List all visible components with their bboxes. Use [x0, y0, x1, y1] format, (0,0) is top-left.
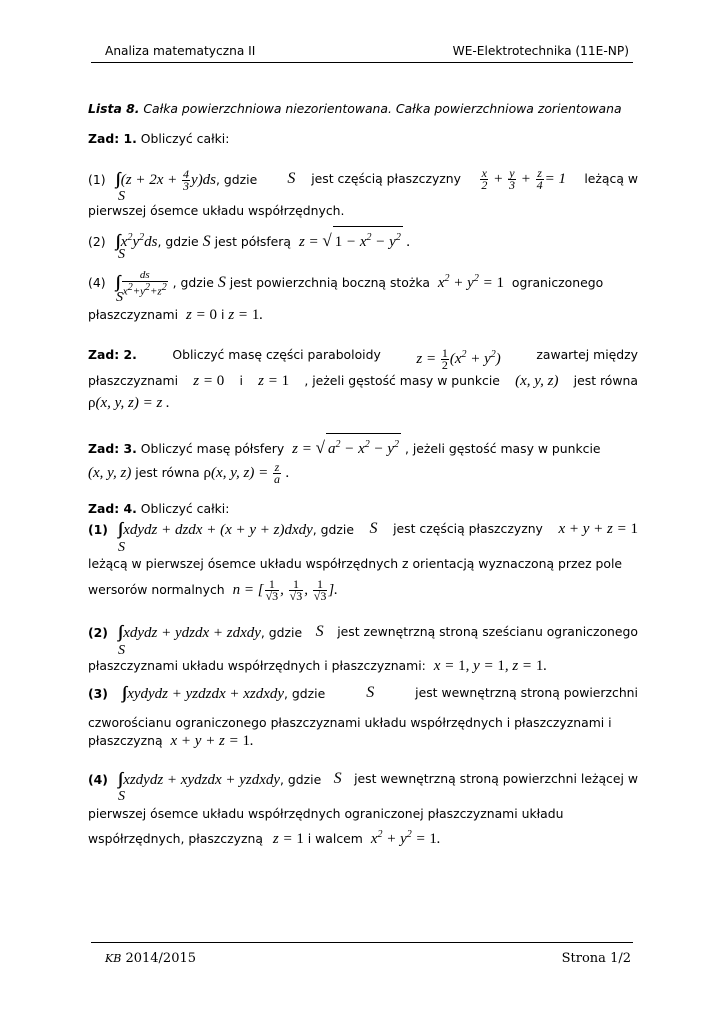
- zad1-heading: [88, 131, 638, 147]
- zad4-item4: (4) ∫∫ xzdydz + xydzdx + yzdxdy, gdzie S jest wewnętrzną stroną powierzchni leżącej w: [88, 769, 638, 788]
- zad4-item4-line2: pierwszej ósemce układu współrzędnych ograniczonej płaszczyznami układu: [88, 806, 564, 821]
- zad4-item1-integrand: xdydz + dzdx + (x + y + z)dxdy: [123, 522, 313, 538]
- zad1-item1-number: (1): [88, 172, 106, 187]
- zad3-density: ρ(x, y, z) = $\frac{z}{a}$ .: [203, 460, 290, 487]
- zad2-paraboloid-eq: z = $\frac{1}{2}$ $(x^2 + y^2)$: [416, 346, 501, 373]
- zad4-label: Zad: 4.: [88, 501, 137, 516]
- double-integral-symbol: ∫∫: [115, 231, 117, 250]
- zad4-item3: (3) ∫∫ xydydz + yzdzdx + xzdxdy, gdzie S jest wewnętrzną stroną powierzchni: [88, 683, 638, 702]
- double-integral-symbol: ∫∫: [115, 272, 117, 291]
- header-course-title: Analiza matematyczna II: [105, 44, 256, 58]
- zad1-item2-number: (2): [88, 234, 106, 249]
- zad1-item1-text-b: S jest częścią płaszczyzny: [287, 170, 461, 187]
- var-S: S: [202, 233, 211, 250]
- zad3-line1: Zad: 3. Obliczyć masę półsfery z = √ $a^2 - x^2 - y^2$ , jeżeli gęstość masy w punkcie: [88, 433, 638, 455]
- integral-domain-S: S: [118, 247, 125, 262]
- zad4-item3-line2: czworościanu ograniczonego płaszczyznami układu współrzędnych i płaszczyznami i: [88, 715, 612, 730]
- zad1-item1-text-a: , gdzie: [216, 172, 258, 187]
- zad4-item1-line3: wersorów normalnych n = [ $\frac{1}{√3}$ , $\frac{1}{√3}$ , $\frac{1}{√3}$ ].: [88, 577, 338, 604]
- double-integral-symbol: ∫∫: [121, 683, 124, 702]
- integral-domain-S: S: [118, 789, 125, 804]
- double-integral-symbol: ∫∫: [117, 622, 120, 641]
- zad3-line2: (x, y, z) jest równa ρ(x, y, z) = $\frac{z}{a}$ .: [88, 460, 290, 487]
- zad4-item4-line3: współrzędnych, płaszczyzną z = 1 i walcem $x^2 + y^2 = 1$.: [88, 829, 441, 847]
- zad4-item2-line2: płaszczyznami układu współrzędnych i płaszczyznami: x = 1, y = 1, z = 1.: [88, 658, 548, 674]
- list-topic: Całka powierzchniowa niezorientowana. Całka powierzchniowa zorientowana: [143, 101, 622, 116]
- zad1-item1-text-c: leżącą w: [584, 171, 638, 186]
- integral-domain-S: S: [118, 540, 125, 555]
- integral-domain-S: S: [118, 643, 125, 658]
- header-program: WE-Elektrotechnika (11E-NP): [452, 44, 629, 58]
- zad4-item1-line2: leżącą w pierwszej ósemce układu współrzędnych z orientacją wyznaczoną przez pole: [88, 556, 623, 571]
- zad1-item2: (2) ∫∫ $x^2y^2ds$, gdzie S jest półsferą z = √ $1 - x^2 - y^2$ .: [88, 226, 638, 248]
- zad4-normal-vector: n = [ $\frac{1}{√3}$ , $\frac{1}{√3}$ , $\frac{1}{√3}$ ].: [232, 577, 338, 604]
- zad2-line1: Zad: 2. Obliczyć masę części paraboloidy z = $\frac{1}{2}$ $(x^2 + y^2)$ zawartej między: [88, 344, 638, 366]
- zad1-item1-line2: pierwszej ósemce układu współrzędnych.: [88, 203, 345, 218]
- zad1-item2-integrand: $x^2y^2ds$: [120, 232, 158, 250]
- zad2-density: ρ(x, y, z) = z .: [88, 395, 170, 411]
- zad2-line2: płaszczyznami z = 0 i z = 1 , jeżeli gęstość masy w punkcie (x, y, z) jest równa: [88, 373, 638, 389]
- zad4-item2: (2) ∫∫ xdydz + ydzdx + zdxdy, gdzie S jest zewnętrzną stroną sześcianu ograniczonego: [88, 622, 638, 641]
- footer-author-year: KB 2014/2015: [105, 951, 197, 966]
- zad1-item4-line2: płaszczyznami z = 0 i z = 1.: [88, 307, 264, 323]
- zad4-heading: Zad: 4. Obliczyć całki:: [88, 501, 230, 516]
- zad1-item4-number: (4): [88, 275, 106, 290]
- zad1-item4-cone-eq: $x^2 + y^2 = 1$: [437, 273, 504, 291]
- zad1-item1-plane-equation: $\frac{x}{2}$ + $\frac{y}{3}$ + $\frac{z}{4}$ = 1: [481, 166, 566, 193]
- list-title: [88, 101, 638, 117]
- zad3-label: Zad: 3.: [88, 441, 137, 456]
- zad2-label: Zad: 2.: [88, 347, 137, 362]
- zad1-item1: [88, 166, 638, 194]
- zad1-item1-integrand: (z + 2x + $\frac{4}{3}$ y)ds: [120, 167, 217, 194]
- double-integral-symbol: ∫∫: [115, 169, 117, 188]
- zad2-line3: [88, 394, 638, 412]
- list-number: Lista 8.: [88, 101, 140, 116]
- footer-page-number: Strona 1/2: [561, 951, 631, 966]
- zad1-instruction: Obliczyć całki:: [140, 131, 230, 146]
- double-integral-symbol: ∫∫: [117, 769, 120, 788]
- zad3-hemisphere-eq: z = √ $a^2 - x^2 - y^2$: [292, 441, 401, 457]
- zad1-label: Zad: 1.: [88, 131, 137, 146]
- zad4-item1: (1) ∫∫ xdydz + dzdx + (x + y + z)dxdy, gdzie S jest częścią płaszczyzny x + y + z = 1: [88, 519, 638, 538]
- page-header: [91, 40, 633, 63]
- page-footer: [91, 942, 633, 969]
- integral-domain-S: S: [118, 189, 125, 204]
- integral-domain-S: S: [116, 290, 123, 305]
- zad1-item4: (4) ∫∫ $\frac{ds}{x^2+y^2+z^2}$ , gdzie S jest powierzchnią boczną stożka $x^2 + y^2 = 1$ ograniczonego: [88, 268, 604, 298]
- zad1-item2-hemisphere-eq: z = √ $1 - x^2 - y^2$ .: [299, 234, 410, 250]
- double-integral-symbol: ∫∫: [117, 519, 120, 538]
- zad4-item3-line3: płaszczyzną x + y + z = 1.: [88, 733, 254, 749]
- zad1-item4-integrand: $\frac{ds}{x^2+y^2+z^2}$: [122, 268, 167, 298]
